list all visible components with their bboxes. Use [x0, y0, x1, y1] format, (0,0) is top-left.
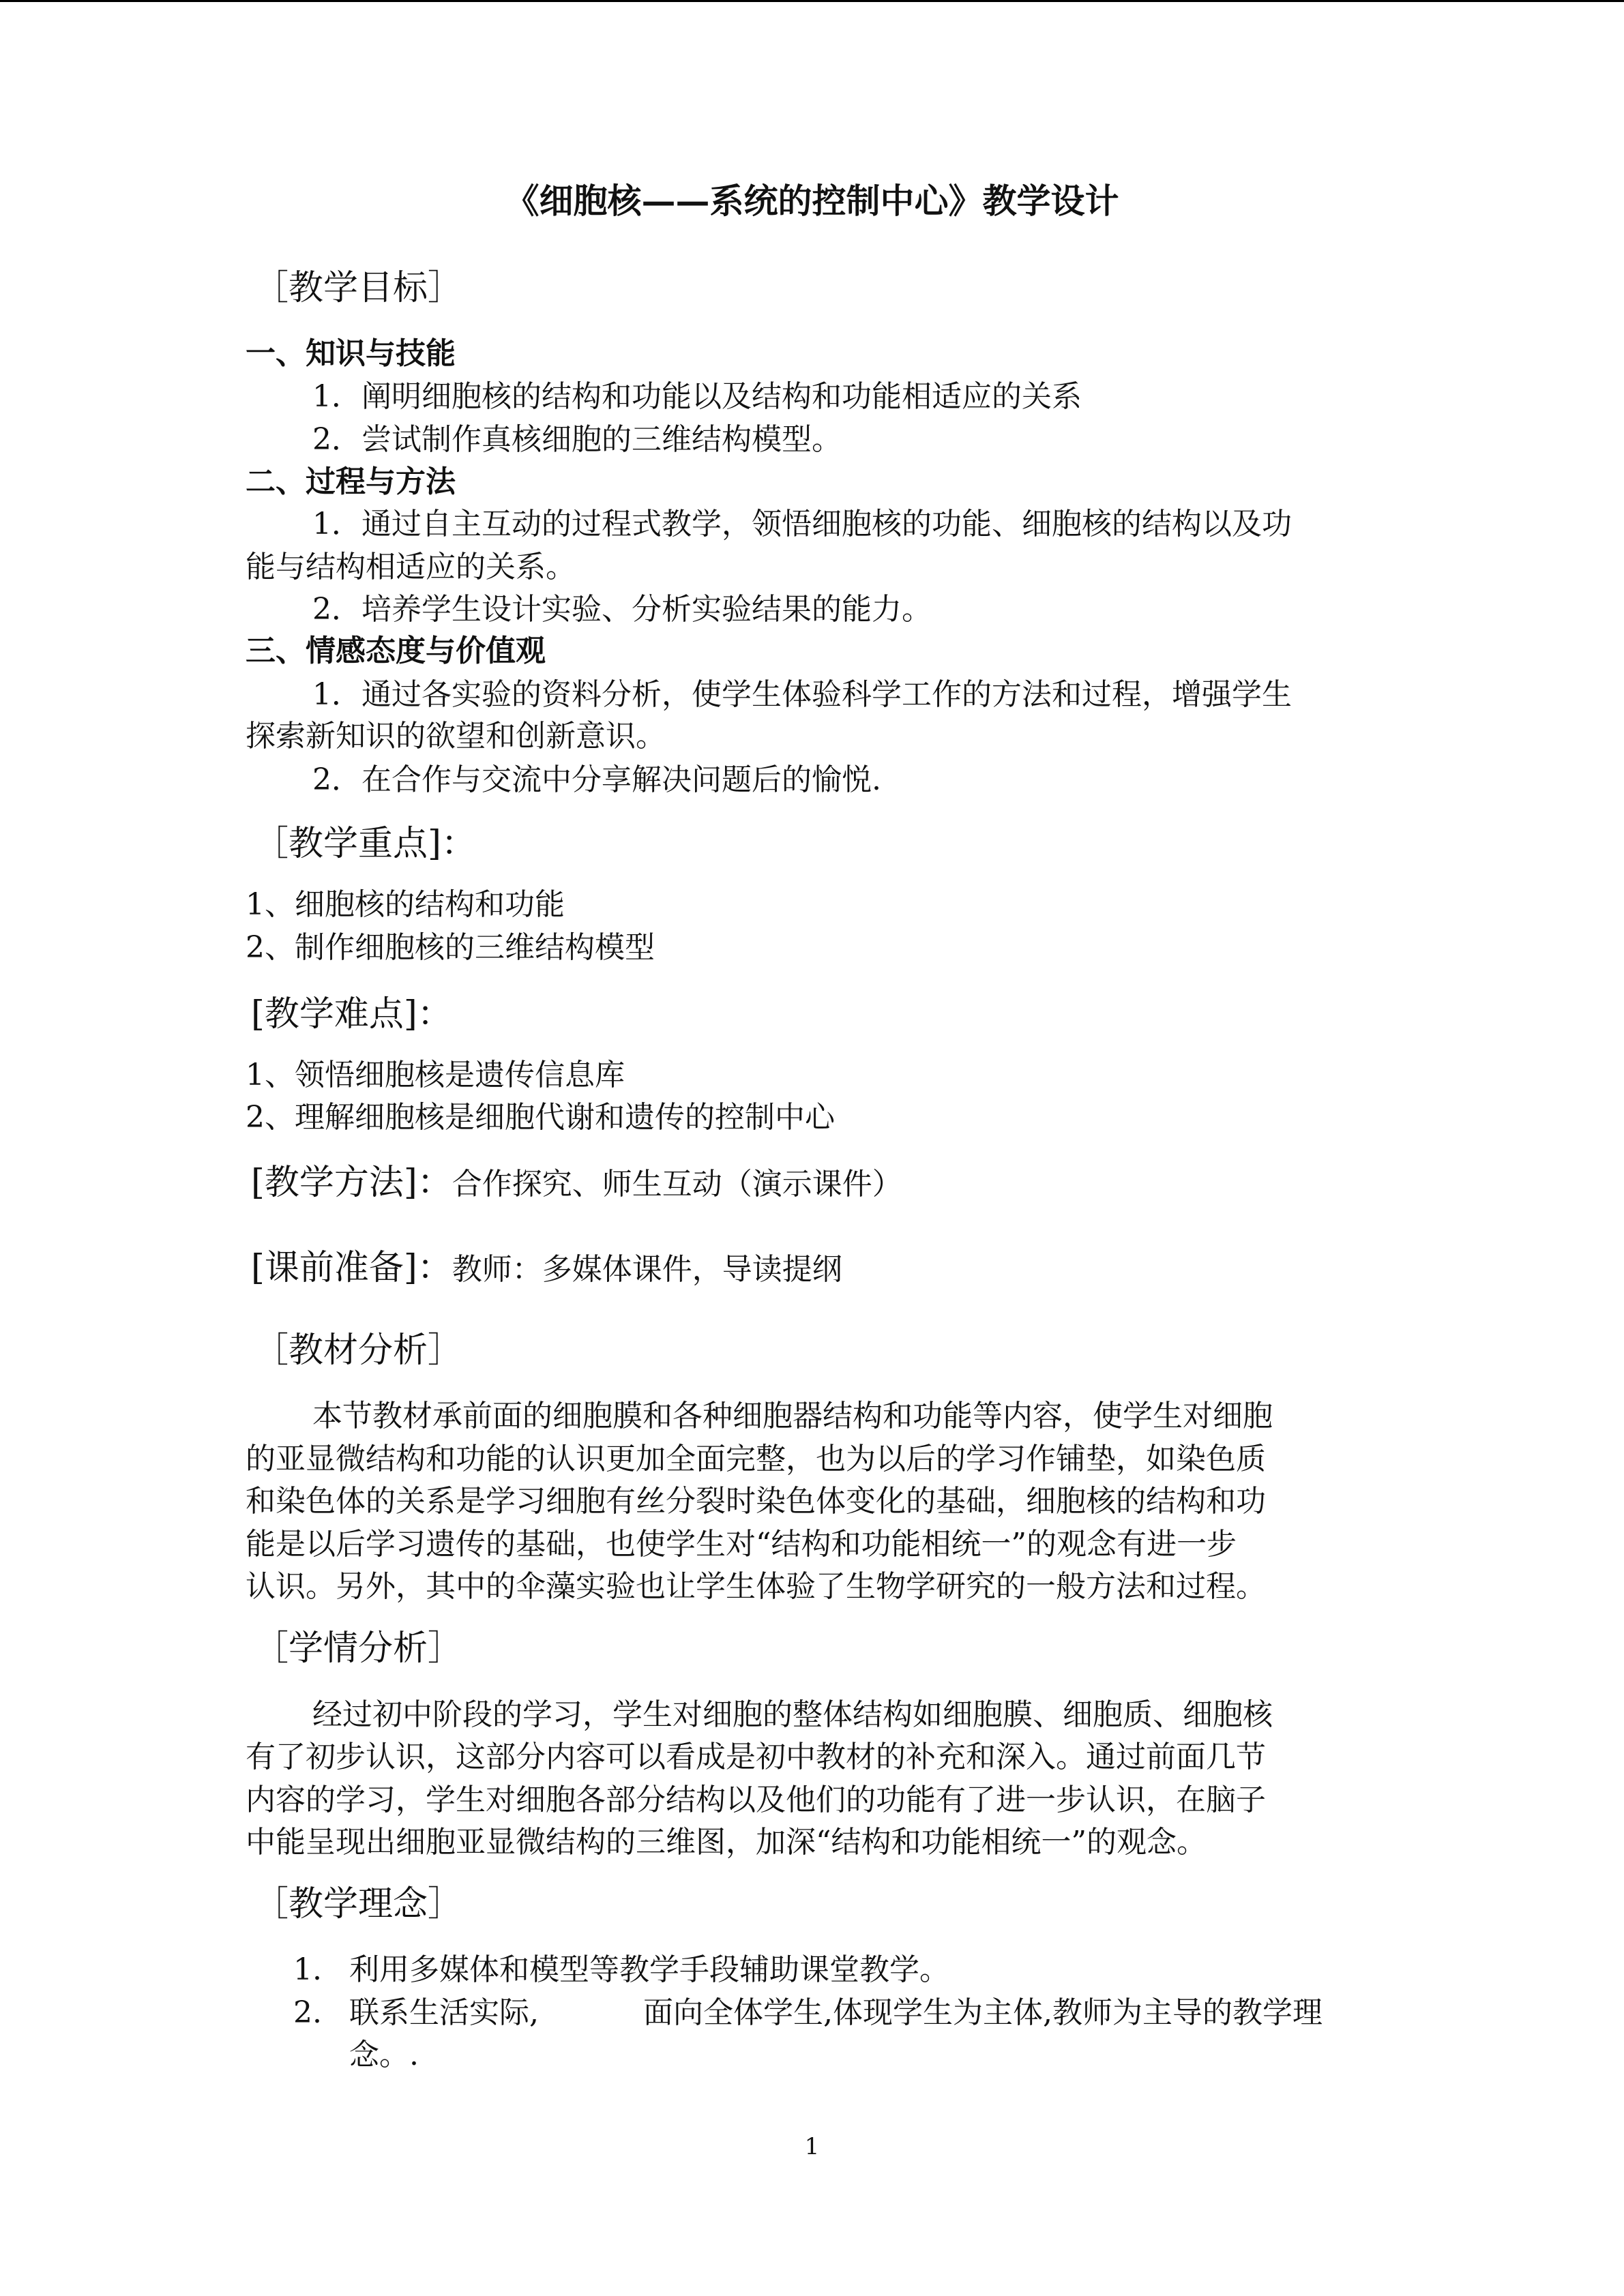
emotion-item-1-line-2: 探索新知识的欲望和创新意识。	[246, 719, 666, 754]
material-line-4: 能是以后学习遗传的基础，也使学生对“结构和功能相统一”的观念有进一步	[246, 1527, 1237, 1562]
key-point-1: 1、细胞核的结构和功能	[246, 887, 565, 922]
student-line-4: 中能呈现出细胞亚显微结构的三维图，加深“结构和功能相统一”的观念。	[246, 1825, 1207, 1860]
student-line-1: 经过初中阶段的学习，学生对细胞的整体结构如细胞膜、细胞质、细胞核	[312, 1697, 1273, 1732]
philosophy-heading: ［教学理念］	[254, 1884, 463, 1924]
method-line	[251, 1154, 902, 1204]
process-item-1-line-1: 1．通过自主互动的过程式教学，领悟细胞核的功能、细胞核的结构以及功	[312, 507, 1292, 541]
difficulty-1: 1、领悟细胞核是遗传信息库	[246, 1058, 625, 1092]
emotion-item-1-line-1: 1．通过各实验的资料分析，使学生体验科学工作的方法和过程，增强学生	[312, 677, 1292, 712]
philosophy-item-1-number: 1.	[293, 1952, 322, 1987]
knowledge-item-1: 1．阐明细胞核的结构和功能以及结构和功能相适应的关系	[312, 379, 1082, 414]
material-line-3: 和染色体的关系是学习细胞有丝分裂时染色体变化的基础，细胞核的结构和功	[246, 1484, 1266, 1519]
method-heading: [教学方法]：	[251, 1163, 452, 1203]
preparation-heading: [课前准备]：	[251, 1248, 452, 1288]
key-points-heading: ［教学重点]：	[254, 824, 476, 864]
material-line-5: 认识。另外，其中的伞藻实验也让学生体验了生物学研究的一般方法和过程。	[246, 1569, 1266, 1604]
document-title: 《细胞核——系统的控制中心》教学设计	[505, 181, 1119, 221]
key-point-2: 2、制作细胞核的三维结构模型	[246, 930, 655, 965]
philosophy-item-2-text-a: 联系生活实际,	[349, 1995, 539, 2030]
material-line-2: 的亚显微结构和功能的认识更加全面完整，也为以后的学习作铺垫，如染色质	[246, 1442, 1266, 1476]
page-top-border	[0, 0, 1624, 2]
goals-heading: ［教学目标］	[254, 268, 463, 308]
philosophy-item-1-text: 利用多媒体和模型等教学手段辅助课堂教学。	[349, 1952, 949, 1987]
student-heading: ［学情分析］	[254, 1628, 463, 1669]
emotion-heading: 三、情感态度与价值观	[246, 633, 546, 668]
student-line-2: 有了初步认识，这部分内容可以看成是初中教材的补充和深入。通过前面几节	[246, 1740, 1266, 1774]
process-item-2: 2．培养学生设计实验、分析实验结果的能力。	[312, 592, 932, 627]
student-line-3: 内容的学习，学生对细胞各部分结构以及他们的功能有了进一步认识，在脑子	[246, 1783, 1266, 1817]
emotion-item-2: 2．在合作与交流中分享解决问题后的愉悦.	[312, 762, 881, 797]
philosophy-item-2-number: 2.	[293, 1995, 322, 2030]
method-text: 合作探究、师生互动（演示课件）	[452, 1167, 902, 1202]
preparation-line	[251, 1239, 842, 1289]
philosophy-item-2-text-b: 面向全体学生,体现学生为主体,教师为主导的教学理	[643, 1995, 1323, 2030]
material-line-1: 本节教材承前面的细胞膜和各种细胞器结构和功能等内容，使学生对细胞	[312, 1399, 1273, 1433]
knowledge-item-2: 2．尝试制作真核细胞的三维结构模型。	[312, 422, 842, 457]
material-heading: ［教材分析］	[254, 1330, 463, 1371]
philosophy-item-2	[293, 1988, 539, 2031]
difficulties-heading: [教学难点]：	[251, 994, 452, 1034]
page-number: 1	[804, 2133, 820, 2160]
difficulty-2: 2、理解细胞核是细胞代谢和遗传的控制中心	[246, 1100, 835, 1135]
process-item-1-line-2: 能与结构相适应的关系。	[246, 550, 576, 584]
philosophy-item-2-line-2: 念。.	[349, 2038, 419, 2072]
philosophy-item-1	[293, 1945, 949, 1988]
knowledge-heading: 一、知识与技能	[246, 336, 456, 371]
preparation-text: 教师：多媒体课件，导读提纲	[452, 1252, 842, 1287]
process-heading: 二、过程与方法	[246, 464, 456, 499]
